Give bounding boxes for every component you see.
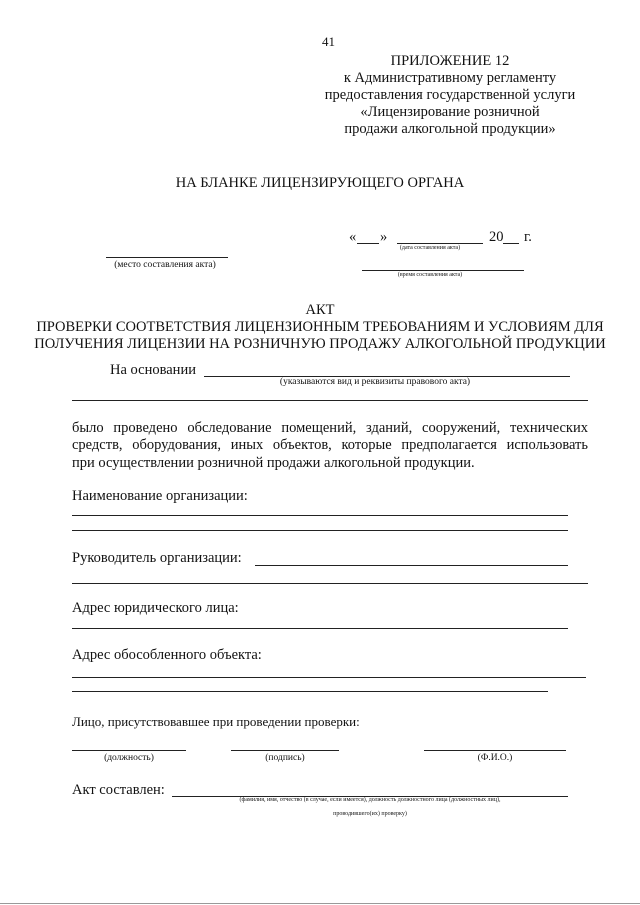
object-address-blank-2	[72, 691, 548, 692]
paragraph-line-3: при осуществлении розничной продажи алкогольной продукции.	[72, 455, 475, 471]
compiled-caption-1: (фамилия, имя, отчество (в случае, если имеется), должность должностного лица (должностных лиц),	[239, 797, 501, 803]
date-century: 20	[489, 229, 504, 245]
day-blank	[357, 243, 379, 244]
compiled-label: Акт составлен:	[72, 782, 165, 798]
act-subtitle-1: ПРОВЕРКИ СООТВЕТСТВИЯ ЛИЦЕНЗИОННЫМ ТРЕБОВАНИЯМ И УСЛОВИЯМ ДЛЯ	[36, 319, 604, 335]
legal-address-label: Адрес юридического лица:	[72, 600, 239, 616]
date-caption: (дата составления акта)	[399, 245, 461, 251]
org-name-blank-2	[72, 530, 568, 531]
signature-caption: (подпись)	[265, 753, 305, 763]
date-close-quote: »	[380, 229, 388, 245]
act-subtitle-2: ПОЛУЧЕНИЯ ЛИЦЕНЗИИ НА РОЗНИЧНУЮ ПРОДАЖУ АЛКОГОЛЬНОЙ ПРОДУКЦИИ	[34, 336, 606, 352]
org-head-blank	[255, 565, 568, 566]
page-number: 41	[322, 34, 335, 49]
month-blank	[397, 243, 483, 244]
fio-caption: (Ф.И.О.)	[477, 753, 513, 763]
org-name-label: Наименование организации:	[72, 488, 248, 504]
paragraph-line-2: средств, оборудования, иных объектов, которые предполагается использовать	[72, 437, 588, 453]
signature-blank	[231, 750, 339, 751]
object-address-blank-1	[72, 677, 586, 678]
date-open-quote: «	[349, 229, 357, 245]
time-caption: (время составления акта)	[397, 272, 463, 278]
paragraph-line-1: было проведено обследование помещений, зданий, сооружений, технических	[72, 420, 588, 436]
present-label: Лицо, присутствовавшее при проведении проверки:	[72, 714, 360, 729]
position-blank	[72, 750, 186, 751]
compiled-caption-2: проводившего(их) проверку)	[333, 811, 407, 817]
blank-note: НА БЛАНКЕ ЛИЦЕНЗИРУЮЩЕГО ОРГАНА	[175, 175, 465, 191]
org-head-label: Руководитель организации:	[72, 550, 242, 566]
year-blank	[503, 243, 519, 244]
act-heading: АКТ	[305, 302, 335, 318]
object-address-label: Адрес обособленного объекта:	[72, 647, 262, 663]
org-head-blank-2	[72, 583, 588, 584]
time-blank	[362, 270, 524, 271]
date-year-suffix: г.	[524, 229, 532, 245]
basis-label: На основании	[110, 362, 196, 378]
fio-blank	[424, 750, 566, 751]
basis-caption: (указываются вид и реквизиты правового акта)	[279, 377, 471, 387]
place-caption: (место составления акта)	[114, 260, 216, 270]
appendix-line-1: к Административному регламенту	[343, 70, 557, 86]
position-caption: (должность)	[104, 753, 154, 763]
place-blank	[106, 257, 228, 258]
org-name-blank-1	[72, 515, 568, 516]
page-bottom-edge	[0, 903, 640, 904]
appendix-line-4: продажи алкогольной продукции»	[344, 121, 556, 137]
appendix-title: ПРИЛОЖЕНИЕ 12	[390, 53, 510, 69]
appendix-line-3: «Лицензирование розничной	[360, 104, 540, 120]
legal-address-blank	[72, 628, 568, 629]
appendix-line-2: предоставления государственной услуги	[324, 87, 576, 103]
basis-blank-2	[72, 400, 588, 401]
